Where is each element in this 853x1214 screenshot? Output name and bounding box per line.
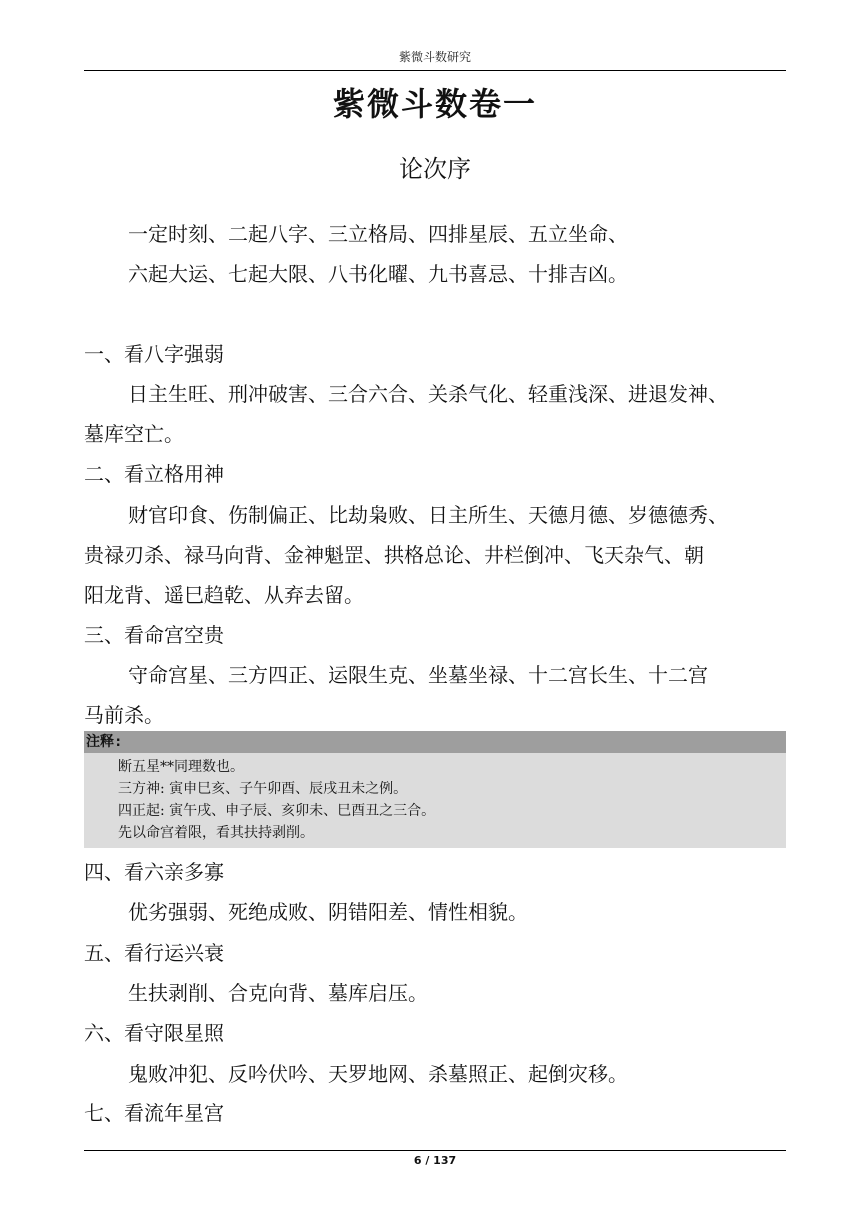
section-text: 马前杀。 <box>84 703 164 727</box>
section-text: 日主生旺、刑冲破害、三合六合、关杀气化、轻重浅深、进退发神、 <box>128 382 728 406</box>
section-text: 守命宫星、三方四正、运限生克、坐墓坐禄、十二宫长生、十二宫 <box>128 663 708 687</box>
annotation-line: 四正起: 寅午戌、申子辰、亥卯未、巳酉丑之三合。 <box>118 803 436 819</box>
section-heading: 五、看行运兴衰 <box>84 941 224 965</box>
section-text: 生扶剥削、合克向背、墓库启压。 <box>128 981 428 1005</box>
section-heading: 六、看守限星照 <box>84 1021 224 1045</box>
annotation-box <box>84 731 786 848</box>
annotation-line: 三方神: 寅申巳亥、子午卯酉、辰戌丑未之例。 <box>118 781 408 797</box>
section-heading: 四、看六亲多寡 <box>84 860 224 884</box>
section-text: 鬼败冲犯、反吟伏吟、天罗地网、杀墓照正、起倒灾移。 <box>128 1062 628 1086</box>
annotation-line: 先以命宫着限，看其扶持剥削。 <box>118 825 314 841</box>
chapter-title: 紫微斗数卷一 <box>332 85 537 123</box>
annotation-label: 注释: <box>84 731 786 753</box>
intro-line: 六起大运、七起大限、八书化曜、九书喜忌、十排吉凶。 <box>128 262 628 286</box>
running-header: 紫微斗数研究 <box>398 50 471 64</box>
section-text: 阳龙背、遥巳趋乾、从弃去留。 <box>84 583 364 607</box>
annotation-line: 断五星**同理数也。 <box>118 759 244 775</box>
section-heading: 三、看命宫空贵 <box>84 623 224 647</box>
section-title: 论次序 <box>399 155 471 183</box>
header-rule <box>84 70 786 71</box>
section-text: 墓库空亡。 <box>84 422 184 446</box>
section-text: 优劣强弱、死绝成败、阴错阳差、情性相貌。 <box>128 900 528 924</box>
page-number: 6 / 137 <box>413 1154 457 1167</box>
intro-line: 一定时刻、二起八字、三立格局、四排星辰、五立坐命、 <box>128 222 628 246</box>
footer-rule <box>84 1150 786 1151</box>
section-heading: 七、看流年星宫 <box>84 1101 224 1125</box>
section-heading: 一、看八字强弱 <box>84 342 224 366</box>
section-heading: 二、看立格用神 <box>84 462 224 486</box>
section-text: 财官印食、伤制偏正、比劫枭败、日主所生、天德月德、岁德德秀、 <box>128 503 728 527</box>
section-text: 贵禄刃杀、禄马向背、金神魁罡、拱格总论、井栏倒冲、飞天杂气、朝 <box>84 543 704 567</box>
